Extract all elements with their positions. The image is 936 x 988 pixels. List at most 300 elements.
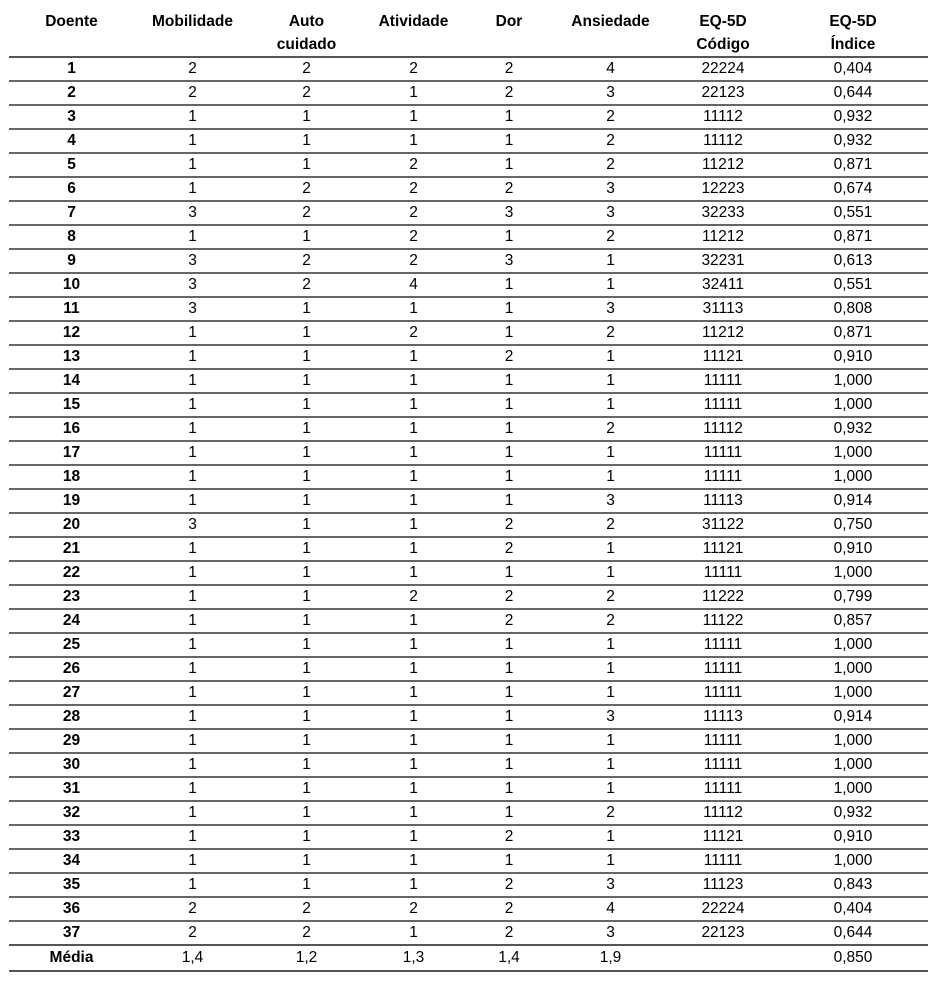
cell-mobilidade: 2: [134, 921, 251, 945]
cell-auto-cuidado: 1: [251, 537, 362, 561]
cell-mobilidade: 1: [134, 585, 251, 609]
cell-dor: 1: [465, 561, 553, 585]
cell-eq5d-codigo: 32233: [668, 201, 778, 225]
table-row: [9, 489, 928, 513]
cell-ansiedade: 3: [553, 201, 668, 225]
cell-dor: 1: [465, 297, 553, 321]
cell-eq5d-indice: 0,910: [778, 537, 928, 561]
cell-auto-cuidado: 1: [251, 153, 362, 177]
cell-mobilidade: 1: [134, 393, 251, 417]
cell-ansiedade: 1: [553, 249, 668, 273]
footer-codigo: [668, 945, 778, 971]
cell-atividade: 2: [362, 585, 465, 609]
cell-ansiedade: 2: [553, 801, 668, 825]
cell-doente: 30: [9, 753, 134, 777]
cell-atividade: 2: [362, 57, 465, 81]
cell-ansiedade: 4: [553, 57, 668, 81]
cell-ansiedade: 3: [553, 81, 668, 105]
cell-eq5d-codigo: 11123: [668, 873, 778, 897]
cell-eq5d-indice: 1,000: [778, 777, 928, 801]
cell-dor: 1: [465, 129, 553, 153]
cell-eq5d-codigo: 11222: [668, 585, 778, 609]
cell-doente: 20: [9, 513, 134, 537]
footer-dor: 1,4: [465, 945, 553, 971]
cell-mobilidade: 1: [134, 225, 251, 249]
cell-eq5d-codigo: 11111: [668, 777, 778, 801]
table-row: [9, 753, 928, 777]
cell-auto-cuidado: 1: [251, 393, 362, 417]
cell-atividade: 4: [362, 273, 465, 297]
cell-ansiedade: 1: [553, 345, 668, 369]
cell-eq5d-indice: 0,932: [778, 129, 928, 153]
cell-mobilidade: 1: [134, 729, 251, 753]
cell-mobilidade: 3: [134, 201, 251, 225]
cell-ansiedade: 2: [553, 585, 668, 609]
cell-dor: 1: [465, 801, 553, 825]
cell-atividade: 2: [362, 225, 465, 249]
table-row: [9, 609, 928, 633]
header-eq5d-indice: EQ-5D Índice: [778, 7, 928, 57]
cell-doente: 33: [9, 825, 134, 849]
cell-eq5d-codigo: 11121: [668, 345, 778, 369]
cell-dor: 2: [465, 897, 553, 921]
cell-ansiedade: 3: [553, 705, 668, 729]
cell-eq5d-codigo: 11112: [668, 105, 778, 129]
cell-eq5d-codigo: 11111: [668, 561, 778, 585]
cell-eq5d-codigo: 11111: [668, 465, 778, 489]
cell-doente: 29: [9, 729, 134, 753]
cell-atividade: 1: [362, 801, 465, 825]
table-row: [9, 585, 928, 609]
cell-ansiedade: 1: [553, 537, 668, 561]
cell-dor: 1: [465, 729, 553, 753]
cell-eq5d-indice: 0,404: [778, 57, 928, 81]
table-row: [9, 465, 928, 489]
cell-doente: 19: [9, 489, 134, 513]
cell-mobilidade: 1: [134, 465, 251, 489]
cell-doente: 17: [9, 441, 134, 465]
cell-dor: 2: [465, 585, 553, 609]
cell-dor: 1: [465, 633, 553, 657]
cell-doente: 37: [9, 921, 134, 945]
cell-eq5d-indice: 1,000: [778, 681, 928, 705]
cell-atividade: 1: [362, 513, 465, 537]
cell-dor: 1: [465, 393, 553, 417]
cell-atividade: 1: [362, 849, 465, 873]
cell-atividade: 1: [362, 705, 465, 729]
cell-dor: 1: [465, 489, 553, 513]
cell-atividade: 1: [362, 753, 465, 777]
cell-eq5d-indice: 1,000: [778, 393, 928, 417]
cell-eq5d-indice: 0,932: [778, 417, 928, 441]
cell-eq5d-codigo: 11212: [668, 321, 778, 345]
header-mobilidade: Mobilidade: [134, 7, 251, 57]
cell-doente: 5: [9, 153, 134, 177]
cell-doente: 31: [9, 777, 134, 801]
cell-eq5d-indice: 0,932: [778, 105, 928, 129]
table-row: [9, 561, 928, 585]
header-atividade: Atividade: [362, 7, 465, 57]
cell-doente: 28: [9, 705, 134, 729]
cell-ansiedade: 1: [553, 393, 668, 417]
cell-ansiedade: 1: [553, 273, 668, 297]
cell-mobilidade: 1: [134, 561, 251, 585]
cell-doente: 7: [9, 201, 134, 225]
cell-eq5d-codigo: 11113: [668, 705, 778, 729]
cell-dor: 1: [465, 225, 553, 249]
cell-eq5d-codigo: 11212: [668, 153, 778, 177]
table-row: [9, 801, 928, 825]
table-row: [9, 321, 928, 345]
cell-auto-cuidado: 1: [251, 801, 362, 825]
table-row: [9, 273, 928, 297]
cell-eq5d-codigo: 22224: [668, 897, 778, 921]
cell-eq5d-codigo: 11111: [668, 849, 778, 873]
cell-atividade: 1: [362, 633, 465, 657]
cell-eq5d-codigo: 11111: [668, 657, 778, 681]
cell-auto-cuidado: 1: [251, 105, 362, 129]
cell-eq5d-indice: 0,871: [778, 153, 928, 177]
cell-eq5d-codigo: 11111: [668, 753, 778, 777]
cell-eq5d-indice: 1,000: [778, 633, 928, 657]
cell-auto-cuidado: 1: [251, 321, 362, 345]
cell-mobilidade: 1: [134, 441, 251, 465]
cell-mobilidade: 1: [134, 609, 251, 633]
table-row: [9, 225, 928, 249]
cell-mobilidade: 1: [134, 129, 251, 153]
table-row: [9, 417, 928, 441]
cell-auto-cuidado: 1: [251, 561, 362, 585]
cell-eq5d-codigo: 22123: [668, 921, 778, 945]
cell-ansiedade: 2: [553, 225, 668, 249]
cell-eq5d-codigo: 31122: [668, 513, 778, 537]
cell-eq5d-codigo: 11112: [668, 417, 778, 441]
header-auto-cuidado: Auto cuidado: [251, 7, 362, 57]
cell-ansiedade: 2: [553, 609, 668, 633]
cell-atividade: 1: [362, 729, 465, 753]
table-row: [9, 369, 928, 393]
cell-atividade: 1: [362, 465, 465, 489]
cell-eq5d-indice: 1,000: [778, 465, 928, 489]
cell-ansiedade: 1: [553, 561, 668, 585]
cell-mobilidade: 1: [134, 777, 251, 801]
table-row: [9, 921, 928, 945]
table-row: [9, 57, 928, 81]
table-row: [9, 897, 928, 921]
cell-auto-cuidado: 1: [251, 585, 362, 609]
cell-eq5d-codigo: 11111: [668, 729, 778, 753]
cell-dor: 2: [465, 537, 553, 561]
cell-doente: 36: [9, 897, 134, 921]
table-row: [9, 345, 928, 369]
cell-doente: 2: [9, 81, 134, 105]
cell-dor: 3: [465, 201, 553, 225]
cell-doente: 6: [9, 177, 134, 201]
cell-auto-cuidado: 1: [251, 849, 362, 873]
cell-dor: 2: [465, 513, 553, 537]
cell-mobilidade: 2: [134, 81, 251, 105]
cell-auto-cuidado: 1: [251, 633, 362, 657]
cell-mobilidade: 3: [134, 273, 251, 297]
cell-doente: 18: [9, 465, 134, 489]
table-row: [9, 393, 928, 417]
cell-auto-cuidado: 2: [251, 81, 362, 105]
cell-mobilidade: 1: [134, 153, 251, 177]
cell-eq5d-indice: 1,000: [778, 561, 928, 585]
cell-doente: 22: [9, 561, 134, 585]
cell-auto-cuidado: 1: [251, 129, 362, 153]
cell-eq5d-codigo: 11122: [668, 609, 778, 633]
cell-atividade: 2: [362, 321, 465, 345]
table-row: [9, 681, 928, 705]
table-row: [9, 153, 928, 177]
cell-ansiedade: 1: [553, 441, 668, 465]
cell-eq5d-codigo: 11113: [668, 489, 778, 513]
cell-dor: 1: [465, 777, 553, 801]
cell-eq5d-codigo: 11121: [668, 537, 778, 561]
cell-atividade: 2: [362, 177, 465, 201]
cell-mobilidade: 1: [134, 489, 251, 513]
cell-dor: 1: [465, 153, 553, 177]
header-doente: Doente: [9, 7, 134, 57]
table-row: [9, 537, 928, 561]
cell-auto-cuidado: 1: [251, 777, 362, 801]
cell-eq5d-indice: 1,000: [778, 441, 928, 465]
cell-mobilidade: 3: [134, 297, 251, 321]
cell-atividade: 2: [362, 897, 465, 921]
table-row: [9, 81, 928, 105]
cell-atividade: 1: [362, 441, 465, 465]
cell-atividade: 1: [362, 105, 465, 129]
cell-atividade: 1: [362, 393, 465, 417]
cell-eq5d-indice: 0,914: [778, 489, 928, 513]
table-row: [9, 177, 928, 201]
cell-ansiedade: 2: [553, 153, 668, 177]
cell-eq5d-indice: 1,000: [778, 729, 928, 753]
cell-eq5d-indice: 0,857: [778, 609, 928, 633]
table-row: [9, 441, 928, 465]
cell-ansiedade: 2: [553, 513, 668, 537]
footer-ansiedade: 1,9: [553, 945, 668, 971]
cell-eq5d-codigo: 11111: [668, 369, 778, 393]
cell-ansiedade: 1: [553, 753, 668, 777]
cell-auto-cuidado: 1: [251, 225, 362, 249]
cell-dor: 1: [465, 849, 553, 873]
cell-ansiedade: 2: [553, 417, 668, 441]
cell-ansiedade: 1: [553, 729, 668, 753]
cell-dor: 1: [465, 273, 553, 297]
cell-eq5d-codigo: 11111: [668, 633, 778, 657]
cell-auto-cuidado: 2: [251, 177, 362, 201]
cell-eq5d-indice: 0,750: [778, 513, 928, 537]
cell-auto-cuidado: 1: [251, 441, 362, 465]
cell-auto-cuidado: 2: [251, 249, 362, 273]
cell-atividade: 1: [362, 81, 465, 105]
cell-eq5d-indice: 0,551: [778, 201, 928, 225]
cell-mobilidade: 1: [134, 873, 251, 897]
cell-auto-cuidado: 1: [251, 345, 362, 369]
cell-eq5d-indice: 0,404: [778, 897, 928, 921]
cell-eq5d-indice: 0,644: [778, 921, 928, 945]
cell-doente: 13: [9, 345, 134, 369]
cell-dor: 2: [465, 609, 553, 633]
cell-doente: 34: [9, 849, 134, 873]
cell-eq5d-indice: 0,613: [778, 249, 928, 273]
table-row: [9, 825, 928, 849]
footer-row-media: [9, 945, 928, 971]
cell-eq5d-indice: 0,808: [778, 297, 928, 321]
cell-dor: 2: [465, 177, 553, 201]
cell-mobilidade: 1: [134, 345, 251, 369]
table-row: [9, 129, 928, 153]
cell-ansiedade: 1: [553, 849, 668, 873]
cell-eq5d-indice: 1,000: [778, 657, 928, 681]
cell-mobilidade: 1: [134, 105, 251, 129]
cell-ansiedade: 4: [553, 897, 668, 921]
cell-mobilidade: 1: [134, 801, 251, 825]
cell-eq5d-indice: 0,871: [778, 225, 928, 249]
cell-dor: 1: [465, 465, 553, 489]
cell-dor: 1: [465, 321, 553, 345]
cell-eq5d-indice: 0,674: [778, 177, 928, 201]
cell-dor: 1: [465, 417, 553, 441]
cell-auto-cuidado: 2: [251, 897, 362, 921]
cell-doente: 1: [9, 57, 134, 81]
cell-eq5d-indice: 0,914: [778, 705, 928, 729]
cell-mobilidade: 1: [134, 849, 251, 873]
cell-auto-cuidado: 1: [251, 657, 362, 681]
table-row: [9, 729, 928, 753]
cell-doente: 32: [9, 801, 134, 825]
cell-dor: 1: [465, 681, 553, 705]
cell-auto-cuidado: 1: [251, 729, 362, 753]
cell-auto-cuidado: 1: [251, 753, 362, 777]
cell-doente: 8: [9, 225, 134, 249]
cell-eq5d-codigo: 12223: [668, 177, 778, 201]
cell-doente: 27: [9, 681, 134, 705]
cell-dor: 1: [465, 369, 553, 393]
footer-label: Média: [9, 945, 134, 971]
cell-atividade: 1: [362, 657, 465, 681]
cell-atividade: 1: [362, 825, 465, 849]
cell-doente: 10: [9, 273, 134, 297]
cell-eq5d-indice: 1,000: [778, 849, 928, 873]
cell-doente: 14: [9, 369, 134, 393]
cell-atividade: 2: [362, 249, 465, 273]
footer-auto-cuidado: 1,2: [251, 945, 362, 971]
cell-mobilidade: 1: [134, 753, 251, 777]
cell-auto-cuidado: 1: [251, 681, 362, 705]
cell-mobilidade: 1: [134, 369, 251, 393]
cell-ansiedade: 3: [553, 489, 668, 513]
table-row: [9, 777, 928, 801]
cell-dor: 1: [465, 105, 553, 129]
cell-doente: 3: [9, 105, 134, 129]
cell-auto-cuidado: 1: [251, 513, 362, 537]
cell-eq5d-indice: 0,871: [778, 321, 928, 345]
cell-doente: 11: [9, 297, 134, 321]
table-row: [9, 657, 928, 681]
cell-atividade: 1: [362, 681, 465, 705]
table-body: [9, 57, 928, 945]
cell-eq5d-codigo: 11212: [668, 225, 778, 249]
cell-doente: 25: [9, 633, 134, 657]
table-row: [9, 633, 928, 657]
cell-eq5d-codigo: 11112: [668, 129, 778, 153]
footer-indice: 0,850: [778, 945, 928, 971]
cell-mobilidade: 1: [134, 825, 251, 849]
cell-auto-cuidado: 2: [251, 273, 362, 297]
header-dor: Dor: [465, 7, 553, 57]
cell-doente: 12: [9, 321, 134, 345]
cell-ansiedade: 3: [553, 297, 668, 321]
header-ansiedade: Ansiedade: [553, 7, 668, 57]
cell-ansiedade: 2: [553, 129, 668, 153]
cell-doente: 21: [9, 537, 134, 561]
cell-dor: 1: [465, 657, 553, 681]
cell-mobilidade: 1: [134, 321, 251, 345]
cell-eq5d-indice: 0,910: [778, 825, 928, 849]
cell-eq5d-indice: 0,551: [778, 273, 928, 297]
cell-ansiedade: 1: [553, 777, 668, 801]
cell-mobilidade: 2: [134, 897, 251, 921]
cell-auto-cuidado: 1: [251, 297, 362, 321]
cell-ansiedade: 1: [553, 825, 668, 849]
cell-doente: 23: [9, 585, 134, 609]
cell-dor: 3: [465, 249, 553, 273]
table-row: [9, 105, 928, 129]
cell-ansiedade: 3: [553, 873, 668, 897]
cell-mobilidade: 1: [134, 537, 251, 561]
cell-atividade: 1: [362, 537, 465, 561]
table-row: [9, 513, 928, 537]
cell-mobilidade: 1: [134, 633, 251, 657]
cell-mobilidade: 1: [134, 705, 251, 729]
table-row: [9, 249, 928, 273]
cell-doente: 24: [9, 609, 134, 633]
cell-atividade: 1: [362, 921, 465, 945]
cell-auto-cuidado: 2: [251, 57, 362, 81]
cell-mobilidade: 1: [134, 177, 251, 201]
cell-ansiedade: 3: [553, 921, 668, 945]
cell-auto-cuidado: 1: [251, 417, 362, 441]
table-row: [9, 705, 928, 729]
cell-eq5d-codigo: 32231: [668, 249, 778, 273]
cell-dor: 2: [465, 825, 553, 849]
cell-atividade: 1: [362, 777, 465, 801]
cell-eq5d-codigo: 22123: [668, 81, 778, 105]
cell-mobilidade: 1: [134, 681, 251, 705]
cell-dor: 2: [465, 345, 553, 369]
cell-eq5d-indice: 1,000: [778, 369, 928, 393]
cell-auto-cuidado: 1: [251, 825, 362, 849]
cell-auto-cuidado: 1: [251, 609, 362, 633]
cell-eq5d-indice: 0,932: [778, 801, 928, 825]
cell-atividade: 1: [362, 489, 465, 513]
cell-doente: 9: [9, 249, 134, 273]
cell-mobilidade: 3: [134, 249, 251, 273]
cell-dor: 2: [465, 873, 553, 897]
cell-atividade: 1: [362, 417, 465, 441]
cell-doente: 26: [9, 657, 134, 681]
cell-dor: 2: [465, 81, 553, 105]
table-row: [9, 873, 928, 897]
cell-eq5d-indice: 1,000: [778, 753, 928, 777]
cell-atividade: 2: [362, 153, 465, 177]
cell-dor: 1: [465, 441, 553, 465]
cell-auto-cuidado: 2: [251, 201, 362, 225]
cell-atividade: 1: [362, 873, 465, 897]
